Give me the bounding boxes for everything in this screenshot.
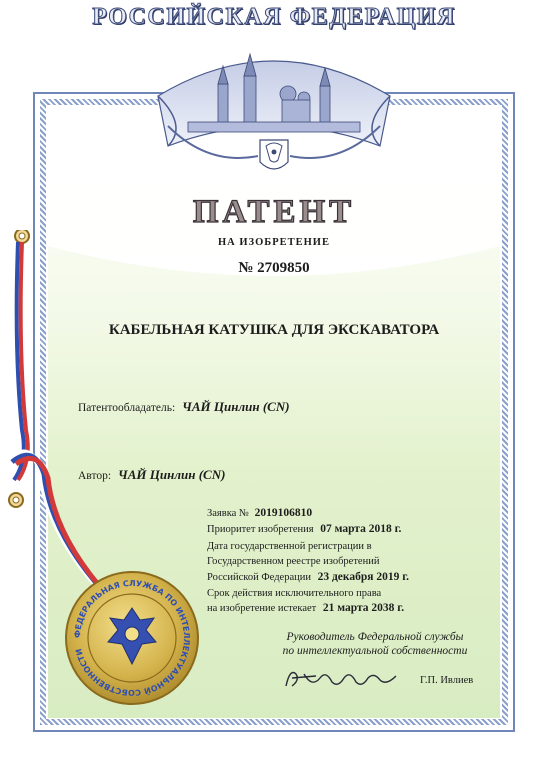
application-number: 2019106810 [254,507,313,519]
holder-value: ЧАЙ Цинлин (CN) [182,399,290,414]
registration-row [207,570,409,585]
validity-line-2: на изобретение истекает [207,603,317,614]
registration-line-2: Государственном реестре изобретений [207,556,380,567]
signer-name: Г.П. Ивлиев [420,675,474,686]
priority-label: Приоритет изобретения [207,524,314,535]
signature-line-2: по интеллектуальной собственности [282,645,468,657]
handwritten-signature [282,664,402,694]
priority-date: 07 марта 2018 г. [320,523,402,535]
gold-seal [62,568,202,708]
invention-title: КАБЕЛЬНАЯ КАТУШКА ДЛЯ ЭКСКАВАТОРА [108,322,440,338]
application-row [207,506,312,521]
application-label: Заявка № [207,508,249,519]
seal-ring-text: ФЕДЕРАЛЬНАЯ СЛУЖБА ПО ИНТЕЛЛЕКТУАЛЬНОЙ СОБСТВЕННОСТИ [72,578,192,698]
document-type-title: ПАТЕНТ [192,194,356,230]
validity-row [207,601,404,616]
registration-line-3: Российской Федерации [207,572,311,583]
validity-line-1: Срок действия исключительного права [207,588,382,599]
registration-date: 23 декабря 2019 г. [317,571,410,583]
signature-line-1: Руководитель Федеральной службы [286,631,464,643]
registration-line-1: Дата государственной регистрации в [207,541,372,552]
kremlin-crest-emblem [148,36,400,196]
signature-caption [270,630,480,658]
country-title: РОССИЙСКАЯ ФЕДЕРАЦИЯ [92,4,456,30]
author-label: Автор: [78,470,112,482]
patent-number: № 2709850 [238,260,310,276]
holder-label: Патентообладатель: [78,402,176,414]
priority-row [207,522,401,537]
author-value: ЧАЙ Цинлин (CN) [118,467,226,482]
document-subtype: НА ИЗОБРЕТЕНИЕ [218,237,330,248]
expiry-date: 21 марта 2038 г. [322,602,405,614]
